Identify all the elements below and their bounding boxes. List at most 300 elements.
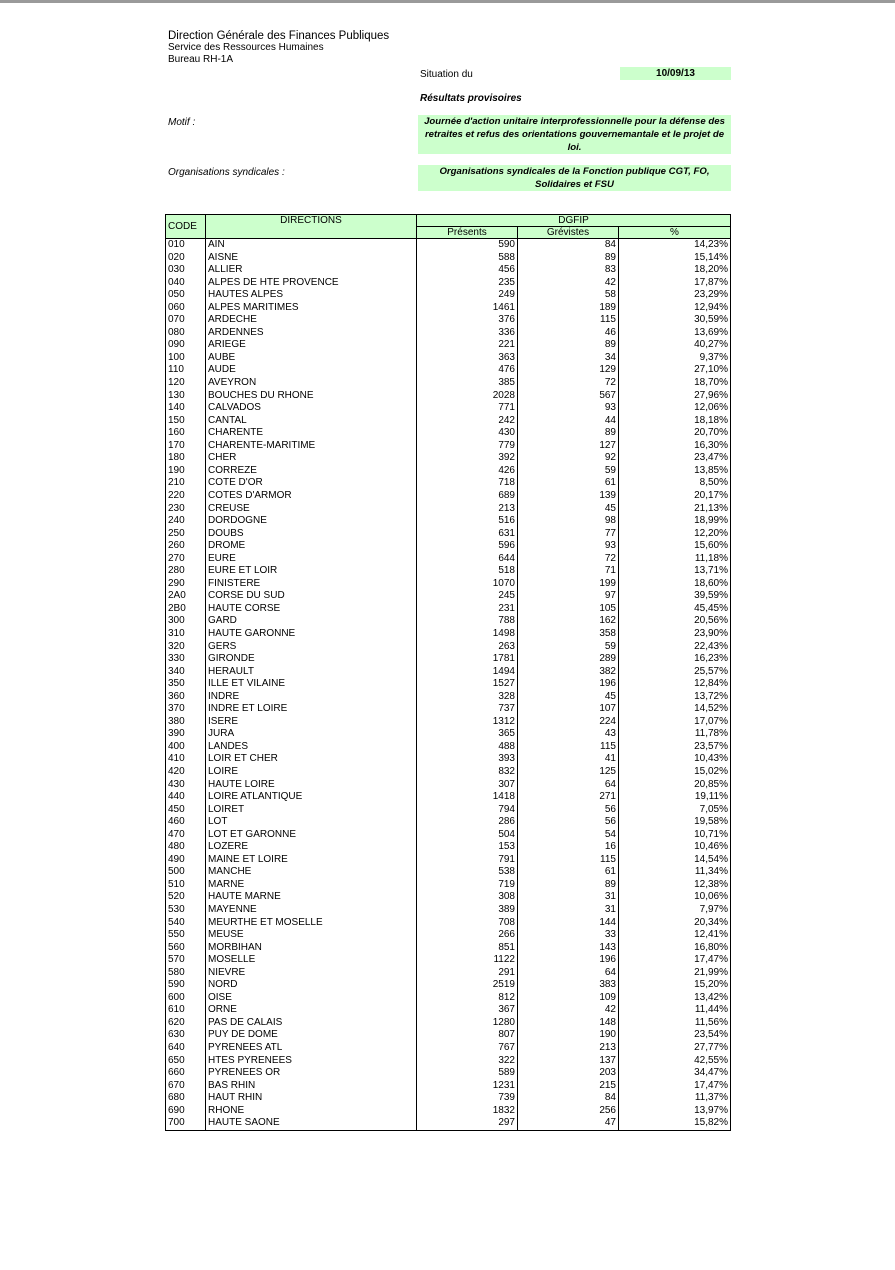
cell-percent: 13,85% <box>694 464 728 476</box>
cell-code: 160 <box>166 427 206 440</box>
cell-percent: 10,06% <box>694 891 728 903</box>
cell-direction: CANTAL <box>206 415 417 428</box>
cell-direction: PYRENEES OR <box>206 1067 417 1080</box>
table-row <box>166 402 731 415</box>
cell-direction: INDRE <box>206 691 417 704</box>
cell-presents: 1231 <box>417 1080 518 1093</box>
cell-direction: MOSELLE <box>206 954 417 967</box>
cell-code: 140 <box>166 402 206 415</box>
cell-percent: 20,56% <box>694 615 728 627</box>
cell-direction: HAUTE LOIRE <box>206 779 417 792</box>
cell-presents: 1312 <box>417 716 518 729</box>
cell-presents: 1527 <box>417 678 518 691</box>
cell-presents: 367 <box>417 1004 518 1017</box>
cell-direction: LOT ET GARONNE <box>206 829 417 842</box>
table-row <box>166 452 731 465</box>
cell-direction: HAUTE MARNE <box>206 891 417 904</box>
cell-code: 2B0 <box>166 603 206 616</box>
cell-direction: GERS <box>206 641 417 654</box>
cell-grevistes: 64 <box>518 967 619 980</box>
cell-grevistes: 199 <box>518 578 619 591</box>
cell-grevistes: 84 <box>518 1092 619 1105</box>
cell-grevistes: 41 <box>518 753 619 766</box>
cell-percent: 10,46% <box>694 841 728 853</box>
cell-presents: 771 <box>417 402 518 415</box>
cell-grevistes: 196 <box>518 678 619 691</box>
cell-grevistes: 98 <box>518 515 619 528</box>
cell-direction: JURA <box>206 728 417 741</box>
cell-code: 210 <box>166 477 206 490</box>
cell-direction: RHONE <box>206 1105 417 1118</box>
cell-code: 290 <box>166 578 206 591</box>
cell-direction: FINISTERE <box>206 578 417 591</box>
cell-percent: 15,14% <box>694 251 728 263</box>
cell-grevistes: 72 <box>518 377 619 390</box>
cell-code: 500 <box>166 866 206 879</box>
cell-presents: 644 <box>417 553 518 566</box>
cell-code: 440 <box>166 791 206 804</box>
cell-percent: 12,06% <box>694 402 728 414</box>
table-row <box>166 904 731 917</box>
cell-grevistes: 256 <box>518 1105 619 1118</box>
cell-direction: CALVADOS <box>206 402 417 415</box>
table-row <box>166 641 731 654</box>
table-row <box>166 866 731 879</box>
cell-percent: 18,99% <box>694 515 728 527</box>
cell-grevistes: 59 <box>518 641 619 654</box>
cell-percent: 11,34% <box>694 866 728 878</box>
table-row <box>166 1092 731 1105</box>
cell-presents: 393 <box>417 753 518 766</box>
cell-grevistes: 56 <box>518 816 619 829</box>
cell-grevistes: 93 <box>518 540 619 553</box>
cell-presents: 689 <box>417 490 518 503</box>
cell-presents: 456 <box>417 264 518 277</box>
cell-percent: 12,94% <box>694 301 728 313</box>
cell-percent: 42,55% <box>694 1054 728 1066</box>
table-row <box>166 540 731 553</box>
cell-grevistes: 31 <box>518 904 619 917</box>
cell-code: 620 <box>166 1017 206 1030</box>
cell-code: 010 <box>166 239 206 252</box>
cell-percent: 25,57% <box>694 665 728 677</box>
table-row <box>166 728 731 741</box>
cell-percent: 15,82% <box>694 1117 728 1129</box>
cell-percent: 30,59% <box>694 314 728 326</box>
cell-presents: 779 <box>417 440 518 453</box>
table-row <box>166 804 731 817</box>
cell-presents: 426 <box>417 465 518 478</box>
table-row <box>166 1080 731 1093</box>
cell-direction: AUDE <box>206 364 417 377</box>
cell-grevistes: 44 <box>518 415 619 428</box>
cell-grevistes: 42 <box>518 1004 619 1017</box>
cell-direction: PYRENEES ATL <box>206 1042 417 1055</box>
cell-presents: 590 <box>417 239 518 252</box>
table-row <box>166 691 731 704</box>
cell-code: 530 <box>166 904 206 917</box>
cell-code: 110 <box>166 364 206 377</box>
cell-percent: 23,29% <box>694 289 728 301</box>
table-row <box>166 615 731 628</box>
cell-presents: 385 <box>417 377 518 390</box>
cell-percent: 17,47% <box>694 1079 728 1091</box>
table-row <box>166 879 731 892</box>
cell-direction: ALPES MARITIMES <box>206 302 417 315</box>
cell-direction: LOIR ET CHER <box>206 753 417 766</box>
cell-percent: 16,23% <box>694 653 728 665</box>
cell-percent: 15,60% <box>694 540 728 552</box>
table-header-row-1 <box>166 215 731 227</box>
cell-presents: 589 <box>417 1067 518 1080</box>
cell-grevistes: 383 <box>518 979 619 992</box>
cell-grevistes: 56 <box>518 804 619 817</box>
cell-code: 170 <box>166 440 206 453</box>
table-row <box>166 477 731 490</box>
table-row <box>166 490 731 503</box>
cell-code: 180 <box>166 452 206 465</box>
cell-grevistes: 567 <box>518 390 619 403</box>
cell-presents: 328 <box>417 691 518 704</box>
cell-grevistes: 215 <box>518 1080 619 1093</box>
cell-grevistes: 115 <box>518 741 619 754</box>
cell-percent: 40,27% <box>694 339 728 351</box>
cell-grevistes: 89 <box>518 339 619 352</box>
cell-percent: 11,44% <box>694 1004 728 1016</box>
cell-code: 590 <box>166 979 206 992</box>
col-header-presents: Présents <box>417 227 518 239</box>
cell-presents: 322 <box>417 1055 518 1068</box>
cell-presents: 708 <box>417 917 518 930</box>
table-row <box>166 377 731 390</box>
cell-presents: 221 <box>417 339 518 352</box>
cell-code: 450 <box>166 804 206 817</box>
header-line-1: Direction Générale des Finances Publiques <box>168 30 390 42</box>
cell-presents: 235 <box>417 277 518 290</box>
cell-presents: 538 <box>417 866 518 879</box>
cell-code: 080 <box>166 327 206 340</box>
table-row <box>166 653 731 666</box>
header-line-2: Service des Ressources Humaines <box>168 42 324 53</box>
table-row <box>166 741 731 754</box>
cell-direction: MORBIHAN <box>206 942 417 955</box>
table-row <box>166 603 731 616</box>
cell-percent: 20,70% <box>694 427 728 439</box>
cell-percent: 21,99% <box>694 966 728 978</box>
cell-percent: 13,69% <box>694 326 728 338</box>
cell-grevistes: 77 <box>518 528 619 541</box>
cell-grevistes: 59 <box>518 465 619 478</box>
cell-direction: DOUBS <box>206 528 417 541</box>
cell-grevistes: 271 <box>518 791 619 804</box>
cell-presents: 588 <box>417 252 518 265</box>
cell-percent: 11,18% <box>694 552 728 564</box>
cell-direction: MEURTHE ET MOSELLE <box>206 917 417 930</box>
table-row <box>166 1067 731 1080</box>
results-label: Résultats provisoires <box>420 93 522 104</box>
cell-presents: 767 <box>417 1042 518 1055</box>
table-row <box>166 666 731 679</box>
cell-direction: GARD <box>206 615 417 628</box>
cell-percent: 20,85% <box>694 778 728 790</box>
cell-percent: 7,97% <box>699 904 728 915</box>
cell-code: 490 <box>166 854 206 867</box>
cell-presents: 245 <box>417 590 518 603</box>
cell-percent: 20,34% <box>694 916 728 928</box>
cell-percent: 20,17% <box>694 489 728 501</box>
table-row <box>166 917 731 930</box>
cell-code: 330 <box>166 653 206 666</box>
cell-percent: 27,10% <box>694 364 728 376</box>
cell-direction: LOIRE <box>206 766 417 779</box>
cell-grevistes: 189 <box>518 302 619 315</box>
cell-presents: 266 <box>417 929 518 942</box>
situation-date: 10/09/13 <box>620 67 731 80</box>
cell-grevistes: 105 <box>518 603 619 616</box>
cell-direction: ARDECHE <box>206 314 417 327</box>
cell-grevistes: 43 <box>518 728 619 741</box>
col-header-percent: % <box>619 227 731 239</box>
cell-code: 310 <box>166 628 206 641</box>
cell-code: 480 <box>166 841 206 854</box>
cell-code: 700 <box>166 1117 206 1130</box>
cell-direction: OISE <box>206 992 417 1005</box>
cell-grevistes: 47 <box>518 1117 619 1130</box>
table-row <box>166 415 731 428</box>
cell-presents: 2519 <box>417 979 518 992</box>
table-row <box>166 716 731 729</box>
top-border-line <box>0 0 895 3</box>
cell-code: 680 <box>166 1092 206 1105</box>
table-row <box>166 992 731 1005</box>
cell-direction: CHARENTE-MARITIME <box>206 440 417 453</box>
cell-percent: 10,71% <box>694 828 728 840</box>
cell-direction: CORREZE <box>206 465 417 478</box>
col-header-group-dgfip: DGFIP <box>417 215 731 227</box>
cell-grevistes: 89 <box>518 252 619 265</box>
cell-code: 650 <box>166 1055 206 1068</box>
cell-presents: 1122 <box>417 954 518 967</box>
cell-code: 390 <box>166 728 206 741</box>
cell-grevistes: 45 <box>518 691 619 704</box>
cell-percent: 17,47% <box>694 954 728 966</box>
cell-direction: ALPES DE HTE PROVENCE <box>206 277 417 290</box>
cell-presents: 376 <box>417 314 518 327</box>
cell-code: 260 <box>166 540 206 553</box>
cell-percent: 18,18% <box>694 414 728 426</box>
cell-direction: AVEYRON <box>206 377 417 390</box>
cell-code: 630 <box>166 1029 206 1042</box>
cell-percent: 19,58% <box>694 816 728 828</box>
cell-code: 460 <box>166 816 206 829</box>
cell-code: 070 <box>166 314 206 327</box>
cell-direction: BOUCHES DU RHONE <box>206 390 417 403</box>
cell-grevistes: 71 <box>518 565 619 578</box>
cell-code: 190 <box>166 465 206 478</box>
cell-code: 060 <box>166 302 206 315</box>
cell-percent: 16,80% <box>694 941 728 953</box>
table-row <box>166 465 731 478</box>
cell-direction: MAYENNE <box>206 904 417 917</box>
cell-code: 660 <box>166 1067 206 1080</box>
cell-grevistes: 139 <box>518 490 619 503</box>
cell-presents: 307 <box>417 779 518 792</box>
cell-percent: 10,43% <box>694 753 728 765</box>
table-row <box>166 628 731 641</box>
cell-percent: 19,11% <box>694 791 728 803</box>
cell-code: 250 <box>166 528 206 541</box>
table-row <box>166 942 731 955</box>
cell-presents: 794 <box>417 804 518 817</box>
cell-direction: CHER <box>206 452 417 465</box>
cell-percent: 12,84% <box>694 678 728 690</box>
cell-presents: 807 <box>417 1029 518 1042</box>
table-row <box>166 252 731 265</box>
cell-code: 300 <box>166 615 206 628</box>
cell-presents: 297 <box>417 1117 518 1130</box>
cell-percent: 14,54% <box>694 853 728 865</box>
table-row <box>166 678 731 691</box>
cell-code: 320 <box>166 641 206 654</box>
cell-presents: 430 <box>417 427 518 440</box>
cell-grevistes: 196 <box>518 954 619 967</box>
cell-presents: 291 <box>417 967 518 980</box>
cell-presents: 153 <box>417 841 518 854</box>
cell-code: 220 <box>166 490 206 503</box>
cell-percent: 15,02% <box>694 765 728 777</box>
table-row <box>166 967 731 980</box>
cell-percent: 34,47% <box>694 1067 728 1079</box>
cell-percent: 11,56% <box>694 1016 728 1028</box>
cell-direction: MAINE ET LOIRE <box>206 854 417 867</box>
cell-code: 670 <box>166 1080 206 1093</box>
cell-presents: 1070 <box>417 578 518 591</box>
table-row <box>166 515 731 528</box>
cell-direction: ILLE ET VILAINE <box>206 678 417 691</box>
motif-text: Journée d'action unitaire interprofessionnelle pour la défense des retraites et refus des orientations gouvernemantale et le projet de loi. <box>418 115 731 154</box>
cell-percent: 11,37% <box>694 1092 728 1104</box>
cell-grevistes: 129 <box>518 364 619 377</box>
table-row <box>166 979 731 992</box>
table-row <box>166 791 731 804</box>
cell-code: 610 <box>166 1004 206 1017</box>
cell-grevistes: 83 <box>518 264 619 277</box>
cell-direction: CHARENTE <box>206 427 417 440</box>
cell-grevistes: 61 <box>518 866 619 879</box>
cell-direction: LOZERE <box>206 841 417 854</box>
cell-percent: 8,50% <box>699 477 728 489</box>
table-row <box>166 427 731 440</box>
cell-direction: BAS RHIN <box>206 1080 417 1093</box>
cell-grevistes: 92 <box>518 452 619 465</box>
cell-code: 560 <box>166 942 206 955</box>
cell-code: 570 <box>166 954 206 967</box>
table-row <box>166 841 731 854</box>
cell-direction: HAUTE GARONNE <box>206 628 417 641</box>
cell-direction: AISNE <box>206 252 417 265</box>
cell-grevistes: 107 <box>518 703 619 716</box>
cell-grevistes: 213 <box>518 1042 619 1055</box>
cell-code: 230 <box>166 502 206 515</box>
table-row <box>166 891 731 904</box>
cell-percent: 16,30% <box>694 439 728 451</box>
table-row <box>166 854 731 867</box>
cell-percent: 14,52% <box>694 703 728 715</box>
cell-percent: 21,13% <box>694 502 728 514</box>
cell-percent: 12,38% <box>694 878 728 890</box>
cell-percent: 14,23% <box>694 239 728 251</box>
table-row <box>166 703 731 716</box>
cell-code: 690 <box>166 1105 206 1118</box>
cell-code: 370 <box>166 703 206 716</box>
cell-direction: HAUT RHIN <box>206 1092 417 1105</box>
cell-presents: 1832 <box>417 1105 518 1118</box>
table-row <box>166 1055 731 1068</box>
cell-grevistes: 72 <box>518 553 619 566</box>
cell-grevistes: 64 <box>518 779 619 792</box>
cell-code: 050 <box>166 289 206 302</box>
cell-presents: 518 <box>417 565 518 578</box>
cell-code: 100 <box>166 352 206 365</box>
cell-percent: 15,20% <box>694 979 728 991</box>
table-row <box>166 1029 731 1042</box>
cell-code: 400 <box>166 741 206 754</box>
cell-percent: 39,59% <box>694 590 728 602</box>
table-row <box>166 753 731 766</box>
cell-grevistes: 84 <box>518 239 619 252</box>
cell-percent: 27,77% <box>694 1042 728 1054</box>
cell-grevistes: 46 <box>518 327 619 340</box>
cell-direction: LOIRET <box>206 804 417 817</box>
cell-percent: 23,90% <box>694 627 728 639</box>
cell-presents: 851 <box>417 942 518 955</box>
cell-direction: HERAULT <box>206 666 417 679</box>
cell-code: 510 <box>166 879 206 892</box>
cell-grevistes: 162 <box>518 615 619 628</box>
cell-direction: NORD <box>206 979 417 992</box>
cell-presents: 389 <box>417 904 518 917</box>
cell-direction: CREUSE <box>206 502 417 515</box>
cell-percent: 27,96% <box>694 389 728 401</box>
cell-grevistes: 224 <box>518 716 619 729</box>
cell-direction: ALLIER <box>206 264 417 277</box>
cell-percent: 22,43% <box>694 640 728 652</box>
cell-code: 360 <box>166 691 206 704</box>
cell-code: 020 <box>166 252 206 265</box>
cell-direction: COTES D'ARMOR <box>206 490 417 503</box>
table-row <box>166 277 731 290</box>
cell-code: 420 <box>166 766 206 779</box>
table-row <box>166 565 731 578</box>
cell-code: 040 <box>166 277 206 290</box>
cell-presents: 504 <box>417 829 518 842</box>
table-row <box>166 766 731 779</box>
cell-presents: 392 <box>417 452 518 465</box>
table-row <box>166 339 731 352</box>
cell-presents: 719 <box>417 879 518 892</box>
cell-grevistes: 115 <box>518 314 619 327</box>
cell-percent: 18,60% <box>694 577 728 589</box>
cell-presents: 596 <box>417 540 518 553</box>
cell-grevistes: 42 <box>518 277 619 290</box>
table-row <box>166 302 731 315</box>
cell-code: 270 <box>166 553 206 566</box>
cell-direction: CORSE DU SUD <box>206 590 417 603</box>
cell-percent: 18,20% <box>694 264 728 276</box>
cell-grevistes: 144 <box>518 917 619 930</box>
table-row <box>166 314 731 327</box>
cell-percent: 12,20% <box>694 527 728 539</box>
